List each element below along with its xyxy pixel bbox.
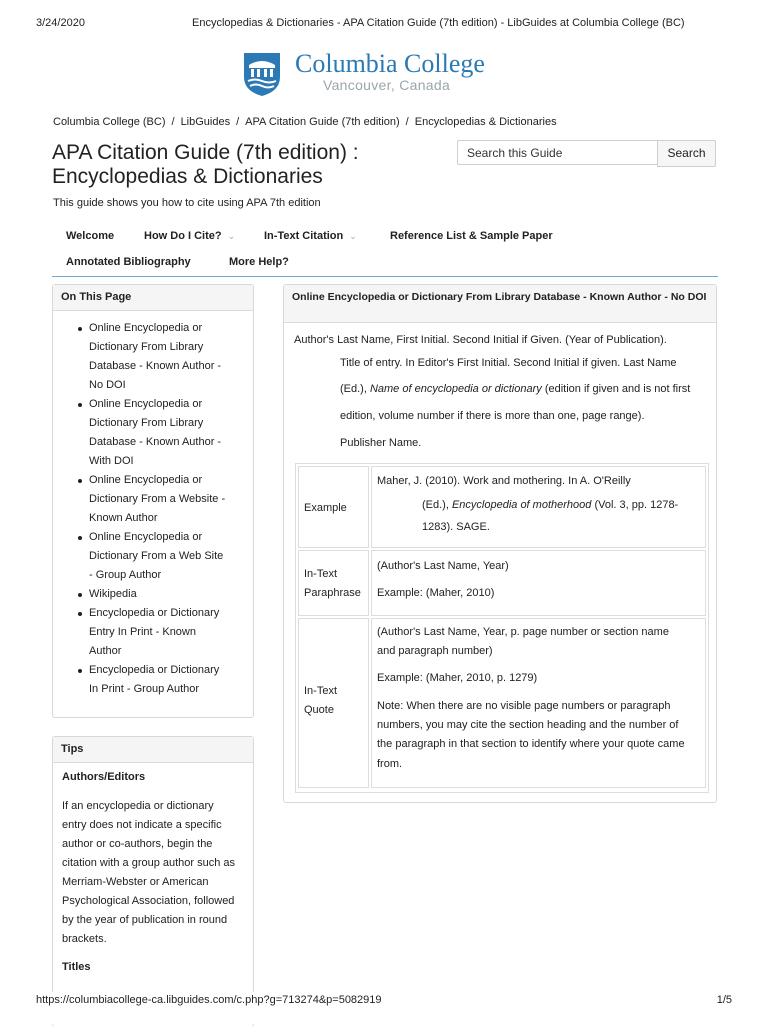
quote-note-line-1: Note: When there are no visible page numbers or paragraph bbox=[377, 700, 671, 712]
on-this-page-item-line: Entry In Print - Known bbox=[89, 626, 196, 638]
guide-navigation bbox=[52, 224, 718, 277]
paraphrase-label-2: Paraphrase bbox=[304, 587, 361, 599]
authors-editors-text-line: brackets. bbox=[62, 933, 107, 945]
on-this-page-item-line: Author bbox=[89, 645, 122, 657]
search-button[interactable]: Search bbox=[657, 140, 716, 167]
quote-note-line-3: the paragraph in that section to identify where your quote came bbox=[377, 738, 685, 750]
example-line-2-b: (Vol. 3, pp. 1278- bbox=[591, 499, 679, 511]
on-this-page-list bbox=[89, 319, 245, 699]
on-this-page-panel bbox=[52, 284, 254, 718]
authors-editors-text-line: If an encyclopedia or dictionary bbox=[62, 800, 214, 812]
breadcrumb-separator: / bbox=[171, 116, 175, 128]
chevron-down-icon: ⌄ bbox=[227, 231, 236, 241]
print-date: 3/24/2020 bbox=[36, 17, 85, 29]
on-this-page-item-line: Dictionary From a Website - bbox=[89, 493, 226, 505]
breadcrumb-columbia-college[interactable]: Columbia College (BC) bbox=[53, 116, 166, 128]
nav-welcome[interactable] bbox=[66, 230, 114, 242]
quote-example: Example: (Maher, 2010, p. 1279) bbox=[377, 672, 538, 684]
example-line-3: 1283). SAGE. bbox=[422, 521, 490, 533]
example-line-1: Maher, J. (2010). Work and mothering. In A. O'Reilly bbox=[377, 475, 631, 487]
on-this-page-item-line: Online Encyclopedia or bbox=[89, 398, 203, 410]
authors-editors-text-line: Merriam-Webster or American bbox=[62, 876, 209, 888]
on-this-page-item[interactable] bbox=[89, 528, 245, 585]
citation-box-heading: Online Encyclopedia or Dictionary From Library Database - Known Author - No DOI bbox=[284, 285, 716, 323]
guide-search bbox=[457, 140, 717, 167]
print-header bbox=[0, 0, 768, 40]
format-line-3 bbox=[340, 383, 690, 395]
on-this-page-item-line: Database - Known Author - bbox=[89, 436, 222, 448]
authors-editors-text-line: entry does not indicate a specific bbox=[62, 819, 222, 831]
paraphrase-content-cell bbox=[371, 550, 706, 616]
example-label-cell bbox=[298, 466, 369, 548]
authors-editors-text-line: by the year of publication in round bbox=[62, 914, 228, 926]
print-footer bbox=[0, 992, 768, 1024]
nav-more-help[interactable] bbox=[229, 256, 289, 268]
format-line-1: Author's Last Name, First Initial. Second Initial if Given. (Year of Publication). bbox=[294, 334, 667, 346]
quote-content-cell bbox=[371, 618, 706, 788]
on-this-page-item-line: Database - Known Author - bbox=[89, 360, 222, 372]
example-line-2-italic: Encyclopedia of motherhood bbox=[451, 499, 592, 511]
quote-format-1: (Author's Last Name, Year, p. page number or section name bbox=[377, 626, 669, 638]
on-this-page-item[interactable] bbox=[89, 585, 245, 604]
authors-editors-text-line: Psychological Association, followed bbox=[62, 895, 235, 907]
print-url: https://columbiacollege-ca.libguides.com/c.php?g=713274&p=5082919 bbox=[36, 994, 382, 1006]
on-this-page-item-line: Encyclopedia or Dictionary bbox=[89, 607, 220, 619]
tips-panel bbox=[52, 736, 254, 1027]
breadcrumb-separator: / bbox=[236, 116, 240, 128]
on-this-page-item-line: Known Author bbox=[89, 512, 158, 524]
page-title bbox=[52, 141, 432, 189]
columbia-college-logo[interactable] bbox=[242, 51, 534, 107]
search-input[interactable]: Search this Guide bbox=[457, 140, 657, 165]
print-title: Encyclopedias & Dictionaries - APA Citation Guide (7th edition) - LibGuides at Columbia College (BC) bbox=[192, 17, 685, 29]
on-this-page-item-line: - Group Author bbox=[89, 569, 162, 581]
format-line-5: Publisher Name. bbox=[340, 437, 422, 449]
on-this-page-item[interactable] bbox=[89, 661, 245, 699]
paraphrase-label-1: In-Text bbox=[304, 568, 338, 580]
on-this-page-heading: On This Page bbox=[53, 285, 253, 311]
paraphrase-example: Example: (Maher, 2010) bbox=[377, 587, 495, 599]
guide-description: This guide shows you how to cite using APA 7th edition bbox=[53, 197, 321, 209]
format-line-3-italic: Name of encyclopedia or dictionary bbox=[369, 383, 542, 395]
nav-how-do-i-cite-label: How Do I Cite? bbox=[144, 230, 222, 242]
tips-heading: Tips bbox=[53, 737, 253, 763]
on-this-page-item-line: Dictionary From a Web Site bbox=[89, 550, 224, 562]
logo-name: Columbia College bbox=[295, 49, 485, 78]
citation-box bbox=[283, 284, 717, 803]
on-this-page-item[interactable] bbox=[89, 604, 245, 661]
quote-note-line-2: numbers, you may cite the section heading and the number of bbox=[377, 719, 679, 731]
nav-reference-list-label: Reference List & Sample Paper bbox=[390, 230, 553, 242]
paraphrase-label-cell bbox=[298, 550, 369, 616]
page-title-line2: Encyclopedias & Dictionaries bbox=[52, 165, 323, 188]
example-content-cell bbox=[371, 466, 706, 548]
columbia-college-shield-icon bbox=[242, 51, 282, 97]
logo-place: Vancouver, Canada bbox=[323, 77, 451, 93]
titles-heading: Titles bbox=[62, 961, 91, 973]
on-this-page-item-line: No DOI bbox=[89, 379, 126, 391]
format-line-3-b: (edition if given and is not first bbox=[541, 383, 691, 395]
quote-label-2: Quote bbox=[304, 704, 334, 716]
authors-editors-text-line: citation with a group author such as bbox=[62, 857, 236, 869]
example-label: Example bbox=[304, 502, 347, 514]
on-this-page-item-line: Dictionary From Library bbox=[89, 417, 204, 429]
quote-note-line-4: from. bbox=[377, 758, 403, 770]
format-line-4: edition, volume number if there is more than one, page range). bbox=[340, 410, 645, 422]
on-this-page-item-line: Encyclopedia or Dictionary bbox=[89, 664, 220, 676]
quote-format-2: and paragraph number) bbox=[377, 645, 493, 657]
page-title-line1: APA Citation Guide (7th edition) : bbox=[52, 141, 359, 164]
example-line-2 bbox=[422, 499, 678, 511]
quote-label-1: In-Text bbox=[304, 685, 338, 697]
nav-welcome-label: Welcome bbox=[66, 230, 115, 242]
breadcrumb-apa-guide[interactable]: APA Citation Guide (7th edition) bbox=[245, 116, 400, 128]
on-this-page-item-line: Online Encyclopedia or bbox=[89, 322, 203, 334]
breadcrumb-current: Encyclopedias & Dictionaries bbox=[414, 116, 557, 128]
nav-annotated-bibliography-label: Annotated Bibliography bbox=[66, 256, 191, 268]
print-page-number: 1/5 bbox=[716, 994, 732, 1006]
chevron-down-icon: ⌄ bbox=[349, 231, 357, 241]
quote-label-cell bbox=[298, 618, 369, 788]
nav-annotated-bibliography[interactable] bbox=[66, 256, 191, 268]
example-line-2-a: (Ed.), bbox=[422, 499, 452, 511]
nav-how-do-i-cite[interactable] bbox=[144, 230, 235, 242]
on-this-page-item[interactable] bbox=[89, 395, 245, 471]
authors-editors-text bbox=[62, 797, 248, 949]
on-this-page-item-line: Online Encyclopedia or bbox=[89, 474, 203, 486]
on-this-page-item[interactable] bbox=[89, 471, 245, 528]
on-this-page-item-line: In Print - Group Author bbox=[89, 683, 200, 695]
on-this-page-item-line: Online Encyclopedia or bbox=[89, 531, 203, 543]
nav-more-help-label: More Help? bbox=[229, 256, 289, 268]
breadcrumb-separator: / bbox=[405, 116, 409, 128]
on-this-page-item-line: Wikipedia bbox=[89, 588, 137, 600]
format-line-2: Title of entry. In Editor's First Initial. Second Initial if given. Last Name bbox=[340, 357, 677, 369]
authors-editors-heading: Authors/Editors bbox=[62, 771, 146, 783]
on-this-page-item-line: With DOI bbox=[89, 455, 134, 467]
nav-in-text-citation[interactable] bbox=[264, 230, 357, 242]
format-line-3-a: (Ed.), bbox=[340, 383, 370, 395]
nav-in-text-citation-label: In-Text Citation bbox=[264, 230, 344, 242]
breadcrumb bbox=[53, 116, 557, 128]
nav-reference-list[interactable] bbox=[390, 230, 553, 242]
example-table bbox=[295, 463, 709, 793]
on-this-page-item[interactable] bbox=[89, 319, 245, 395]
authors-editors-text-line: author or co-authors, begin the bbox=[62, 838, 213, 850]
paraphrase-format: (Author's Last Name, Year) bbox=[377, 560, 509, 572]
on-this-page-item-line: Dictionary From Library bbox=[89, 341, 204, 353]
breadcrumb-libguides[interactable]: LibGuides bbox=[180, 116, 231, 128]
